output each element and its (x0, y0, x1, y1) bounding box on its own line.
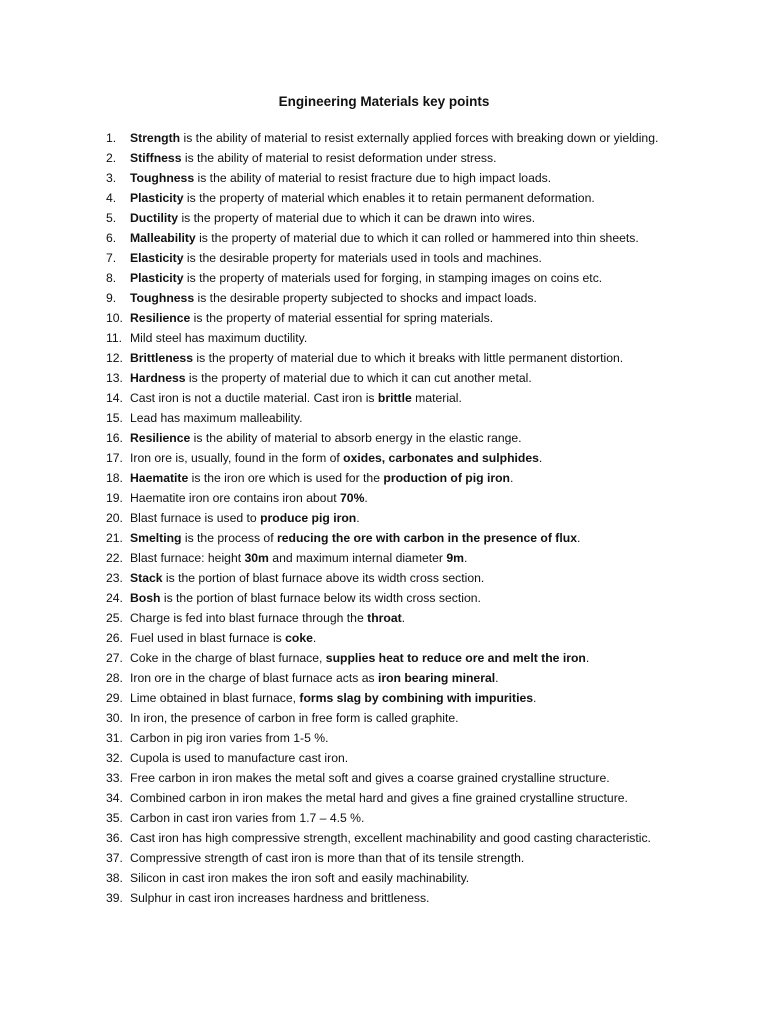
item-text: . (495, 671, 499, 685)
bold-term: supplies heat to reduce ore and melt the iron (325, 651, 586, 665)
item-text: . (364, 491, 368, 505)
item-text: Blast furnace is used to (130, 511, 261, 525)
item-number: 13. (106, 371, 123, 385)
item-text: Silicon in cast iron makes the iron soft and easily machinability. (130, 871, 470, 885)
item-number: 19. (106, 491, 123, 505)
list-item (106, 888, 676, 908)
item-number: 6. (106, 231, 117, 245)
item-text: Cast iron is not a ductile material. Cast iron is (130, 391, 378, 405)
item-number: 17. (106, 451, 123, 465)
list-item (106, 148, 676, 168)
list-item (106, 848, 676, 868)
bold-term: production of pig iron (383, 471, 510, 485)
bold-term: Malleability (130, 231, 196, 245)
bold-term: Smelting (130, 531, 182, 545)
list-item (106, 488, 676, 508)
item-text: is the property of material due to which it breaks with little permanent distortion. (193, 351, 624, 365)
list-item (106, 628, 676, 648)
item-number: 4. (106, 191, 117, 205)
item-number: 11. (106, 331, 123, 345)
list-item (106, 408, 676, 428)
list-item (106, 568, 676, 588)
list-item (106, 728, 676, 748)
item-text: is the ability of material to absorb energy in the elastic range. (190, 431, 522, 445)
list-item (106, 528, 676, 548)
page-title: Engineering Materials key points (278, 94, 490, 109)
item-text: Fuel used in blast furnace is (130, 631, 286, 645)
item-number: 27. (106, 651, 123, 665)
item-number: 35. (106, 811, 123, 825)
bold-term: reducing the ore with carbon in the presence of flux (276, 531, 577, 545)
item-text: is the property of material due to which it can cut another metal. (185, 371, 532, 385)
bold-term: Stack (130, 571, 163, 585)
item-text: is the property of material essential for spring materials. (190, 311, 494, 325)
item-text: Cupola is used to manufacture cast iron. (130, 751, 349, 765)
item-text: Blast furnace: height (130, 551, 245, 565)
item-number: 20. (106, 511, 123, 525)
bold-term: Bosh (130, 591, 161, 605)
item-number: 38. (106, 871, 123, 885)
item-text: Iron ore is, usually, found in the form of (130, 451, 344, 465)
item-number: 36. (106, 831, 123, 845)
list-item (106, 788, 676, 808)
bold-term: oxides, carbonates and sulphides (343, 451, 539, 465)
item-number: 31. (106, 731, 123, 745)
item-number: 22. (106, 551, 123, 565)
item-text: Carbon in pig iron varies from 1-5 %. (130, 731, 329, 745)
list-item (106, 128, 676, 148)
item-number: 29. (106, 691, 123, 705)
item-text: is the iron ore which is used for the (188, 471, 384, 485)
item-text: is the portion of blast furnace below its width cross section. (160, 591, 481, 605)
item-text: material. (411, 391, 462, 405)
list-item (106, 428, 676, 448)
bold-term: Stiffness (130, 151, 182, 165)
list-item (106, 188, 676, 208)
item-text: . (585, 651, 590, 665)
bold-term: Plasticity (130, 271, 184, 285)
item-number: 33. (106, 771, 123, 785)
bold-term: 30m (244, 551, 269, 565)
bold-term: 9m (446, 551, 464, 565)
bold-term: iron bearing mineral (377, 671, 496, 685)
item-number: 25. (106, 611, 123, 625)
item-number: 16. (106, 431, 123, 445)
item-text: . (576, 531, 581, 545)
list-item (106, 508, 676, 528)
item-number: 12. (106, 351, 123, 365)
bold-term: Haematite (130, 471, 189, 485)
item-number: 7. (106, 251, 117, 265)
list-item (106, 228, 676, 248)
item-text: and maximum internal diameter (268, 551, 447, 565)
bold-term: Plasticity (130, 191, 184, 205)
item-text: Free carbon in iron makes the metal soft and gives a coarse grained crystalline structure. (130, 771, 610, 785)
list-item (106, 168, 676, 188)
item-text: is the desirable property subjected to shocks and impact loads. (194, 291, 537, 305)
item-number: 28. (106, 671, 123, 685)
item-number: 14. (106, 391, 123, 405)
item-number: 5. (106, 211, 117, 225)
item-number: 23. (106, 571, 123, 585)
item-text: Sulphur in cast iron increases hardness and brittleness. (130, 891, 430, 905)
item-text: . (533, 691, 537, 705)
list-item (106, 388, 676, 408)
list-item (106, 548, 676, 568)
list-item (106, 808, 676, 828)
list-item (106, 448, 676, 468)
list-item (106, 668, 676, 688)
item-text: Haematite iron ore contains iron about (130, 491, 341, 505)
list-item (106, 328, 676, 348)
list-item (106, 708, 676, 728)
item-text: is the ability of material to resist fracture due to high impact loads. (194, 171, 552, 185)
item-text: is the property of materials used for forging, in stamping images on coins etc. (183, 271, 603, 285)
item-text: Charge is fed into blast furnace through the (130, 611, 368, 625)
item-text: Cast iron has high compressive strength, excellent machinability and good casting characteristic. (130, 831, 651, 845)
item-number: 34. (106, 791, 123, 805)
item-text: is the portion of blast furnace above its width cross section. (162, 571, 485, 585)
list-item (106, 688, 676, 708)
item-text: Coke in the charge of blast furnace, (130, 651, 326, 665)
list-item (106, 588, 676, 608)
item-number: 15. (106, 411, 123, 425)
list-item (106, 348, 676, 368)
item-number: 1. (106, 131, 117, 145)
bold-term: Hardness (130, 371, 186, 385)
item-text: . (509, 471, 514, 485)
item-text: is the process of (181, 531, 277, 545)
bold-term: Toughness (130, 171, 195, 185)
bold-term: Elasticity (130, 251, 184, 265)
bold-term: coke (285, 631, 313, 645)
item-text: is the ability of material to resist externally applied forces with breaking down or yielding. (180, 131, 659, 145)
bold-term: brittle (377, 391, 412, 405)
item-number: 30. (106, 711, 123, 725)
item-number: 8. (106, 271, 117, 285)
item-number: 3. (106, 171, 117, 185)
bold-term: Resilience (130, 311, 191, 325)
item-text: In iron, the presence of carbon in free form is called graphite. (130, 711, 459, 725)
item-text: . (401, 611, 406, 625)
bold-term: forms slag by combining with impurities (299, 691, 534, 705)
item-number: 2. (106, 151, 117, 165)
list-item (106, 208, 676, 228)
item-text: Lime obtained in blast furnace, (130, 691, 300, 705)
item-number: 9. (106, 291, 117, 305)
list-item (106, 648, 676, 668)
item-text: . (464, 551, 468, 565)
bold-term: Strength (130, 131, 181, 145)
item-text: Lead has maximum malleability. (130, 411, 303, 425)
item-text: Mild steel has maximum ductility. (130, 331, 308, 345)
item-number: 18. (106, 471, 123, 485)
item-text: Carbon in cast iron varies from 1.7 – 4.5 %. (130, 811, 365, 825)
list-item (106, 248, 676, 268)
list-item (106, 868, 676, 888)
list-item (106, 768, 676, 788)
item-text: is the property of material due to which it can be drawn into wires. (178, 211, 536, 225)
item-number: 39. (106, 891, 123, 905)
list-item (106, 828, 676, 848)
list-item (106, 288, 676, 308)
bold-term: produce pig iron (260, 511, 357, 525)
bold-term: Brittleness (130, 351, 193, 365)
item-text: Iron ore in the charge of blast furnace acts as (130, 671, 378, 685)
list-item (106, 368, 676, 388)
item-text: . (356, 511, 360, 525)
item-number: 24. (106, 591, 123, 605)
bold-term: Ductility (130, 211, 179, 225)
list-item (106, 268, 676, 288)
item-text: . (312, 631, 317, 645)
item-text: Combined carbon in iron makes the metal hard and gives a fine grained crystalline structure. (130, 791, 628, 805)
item-text: is the property of material due to which it can rolled or hammered into thin sheets. (195, 231, 639, 245)
list-item (106, 608, 676, 628)
list-item (106, 308, 676, 328)
list-item (106, 748, 676, 768)
list-item (106, 468, 676, 488)
bold-term: Toughness (130, 291, 195, 305)
bold-term: throat (367, 611, 402, 625)
item-number: 26. (106, 631, 123, 645)
item-number: 21. (106, 531, 123, 545)
bold-term: Resilience (130, 431, 191, 445)
item-text: . (538, 451, 543, 465)
item-text: is the ability of material to resist deformation under stress. (181, 151, 497, 165)
item-number: 37. (106, 851, 123, 865)
item-text: Compressive strength of cast iron is more than that of its tensile strength. (130, 851, 525, 865)
item-number: 10. (106, 311, 123, 325)
item-text: is the property of material which enables it to retain permanent deformation. (183, 191, 595, 205)
item-text: is the desirable property for materials used in tools and machines. (183, 251, 542, 265)
key-points-list (106, 128, 676, 908)
bold-term: 70% (340, 491, 365, 505)
item-number: 32. (106, 751, 123, 765)
